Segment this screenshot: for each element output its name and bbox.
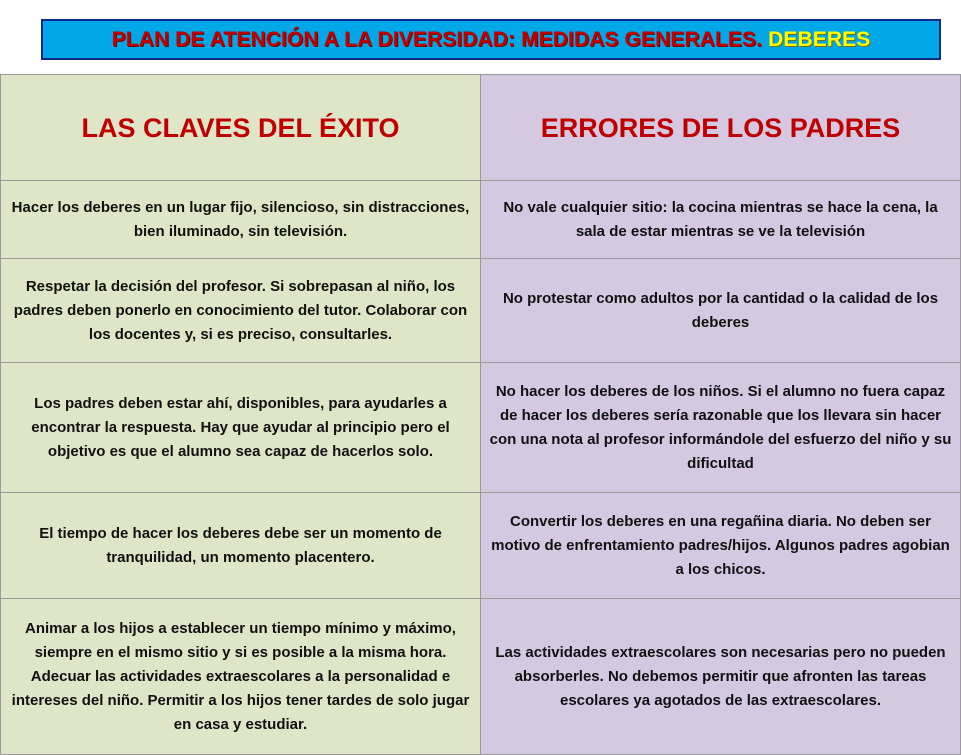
table-cell-error: No vale cualquier sitio: la cocina mientras se hace la cena, la sala de estar mientras se ve la televisión bbox=[481, 181, 961, 259]
table-cell-key: Los padres deben estar ahí, disponibles, para ayudarles a encontrar la respuesta. Hay que ayudar al principio pero el objetivo es que el alumno sea capaz de hacerlos solo. bbox=[1, 363, 481, 493]
title-main: PLAN DE ATENCIÓN A LA DIVERSIDAD: MEDIDAS GENERALES. bbox=[111, 27, 763, 51]
title-accent: DEBERES bbox=[768, 27, 871, 51]
table-row bbox=[1, 259, 961, 363]
table-cell-key: Hacer los deberes en un lugar fijo, silencioso, sin distracciones, bien iluminado, sin televisión. bbox=[1, 181, 481, 259]
table-cell-key: Respetar la decisión del profesor. Si sobrepasan al niño, los padres deben ponerlo en conocimiento del tutor. Colaborar con los docentes y, si es preciso, consultarles. bbox=[1, 259, 481, 363]
header-success-keys: LAS CLAVES DEL ÉXITO bbox=[1, 75, 481, 181]
keys-vs-errors-table bbox=[0, 74, 961, 755]
table-cell-error: Convertir los deberes en una regañina diaria. No deben ser motivo de enfrentamiento padres/hijos. Algunos padres agobian a los chicos. bbox=[481, 493, 961, 599]
table-cell-error: No protestar como adultos por la cantidad o la calidad de los deberes bbox=[481, 259, 961, 363]
title-banner bbox=[41, 19, 941, 60]
table-cell-key: El tiempo de hacer los deberes debe ser un momento de tranquilidad, un momento placentero. bbox=[1, 493, 481, 599]
header-parent-errors: ERRORES DE LOS PADRES bbox=[481, 75, 961, 181]
table-row bbox=[1, 493, 961, 599]
table-row bbox=[1, 363, 961, 493]
table-row bbox=[1, 599, 961, 755]
table-cell-error: Las actividades extraescolares son necesarias pero no pueden absorberles. No debemos permitir que afronten las tareas escolares ya agotados de las extraescolares. bbox=[481, 599, 961, 755]
table-cell-error: No hacer los deberes de los niños. Si el alumno no fuera capaz de hacer los deberes sería razonable que los llevara sin hacer con una nota al profesor informándole del esfuerzo del niño y su dificultad bbox=[481, 363, 961, 493]
table-cell-key: Animar a los hijos a establecer un tiempo mínimo y máximo, siempre en el mismo sitio y si es posible a la misma hora. Adecuar las actividades extraescolares a la personalidad e intereses del niño. Permitir a los hijos tener tardes de solo jugar en casa y estudiar. bbox=[1, 599, 481, 755]
table-row bbox=[1, 181, 961, 259]
table-header-row bbox=[1, 75, 961, 181]
